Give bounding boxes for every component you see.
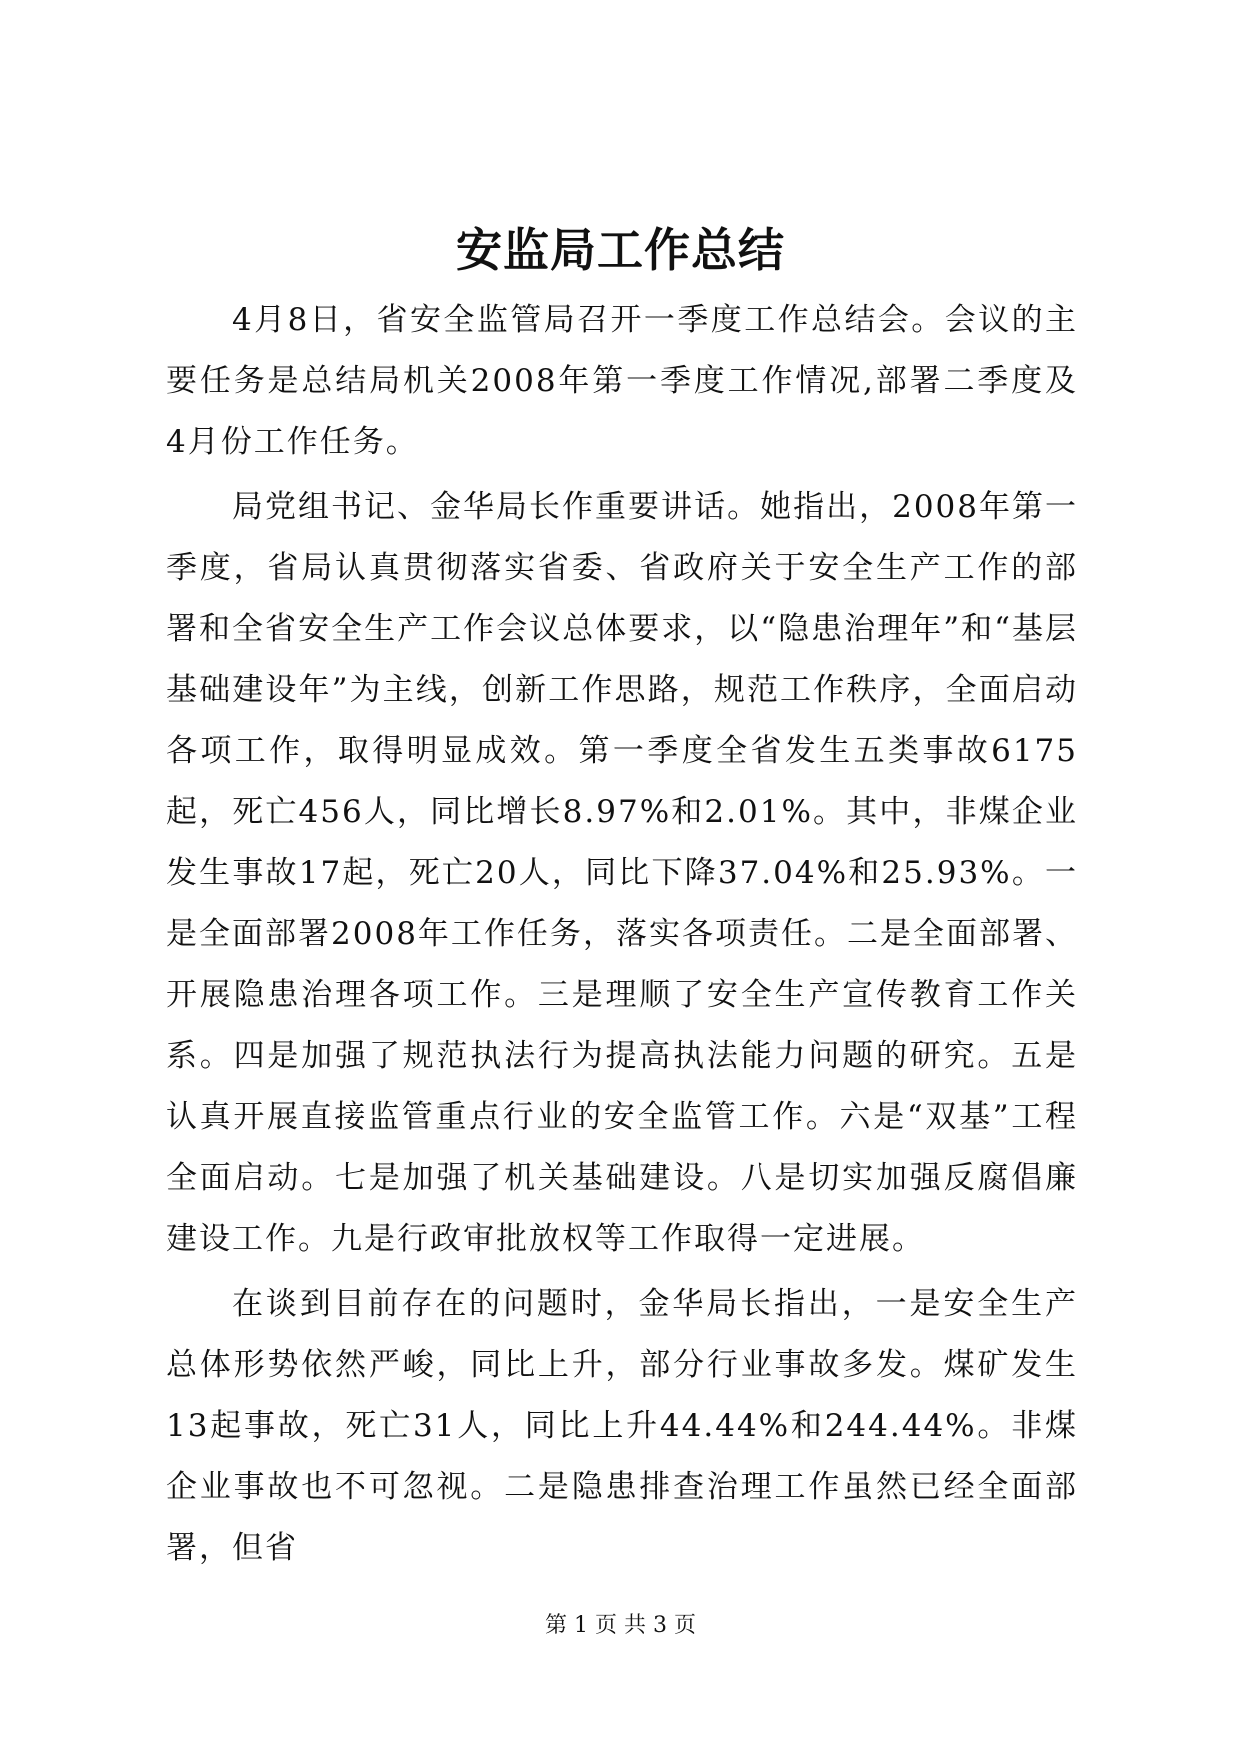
paragraph-2: 局党组书记、金华局长作重要讲话。她指出，2008年第一季度，省局认真贯彻落实省委、省政府关于安全生产工作的部署和全省安全生产工作会议总体要求，以“隐患治理年”和“基层基础建设年”为主线，创新工作思路，规范工作秩序，全面启动各项工作，取得明显成效。第一季度全省发生五类事故6175起，死亡456人，同比增长8.97%和2.01%。其中，非煤企业发生事故17起，死亡20人，同比下降37.04%和25.93%。一是全面部署2008年工作任务，落实各项责任。二是全面部署、开展隐患治理各项工作。三是理顺了安全生产宣传教育工作关系。四是加强了规范执法行为提高执法能力问题的研究。五是认真开展直接监管重点行业的安全监管工作。六是“双基”工程全面启动。七是加强了机关基础建设。八是切实加强反腐倡廉建设工作。九是行政审批放权等工作取得一定进展。 bbox=[166, 489, 1078, 1257]
document-body bbox=[166, 290, 1078, 1583]
paragraph-1: 4月8日，省安全监管局召开一季度工作总结会。会议的主要任务是总结局机关2008年第一季度工作情况,部署二季度及4月份工作任务。 bbox=[166, 302, 1078, 460]
page-footer: 第 1 页 共 3 页 bbox=[545, 1613, 696, 1638]
paragraph-3: 在谈到目前存在的问题时，金华局长指出，一是安全生产总体形势依然严峻，同比上升，部分行业事故多发。煤矿发生13起事故，死亡31人，同比上升44.44%和244.44%。非煤企业事故也不可忽视。二是隐患排查治理工作虽然已经全面部署，但省 bbox=[166, 1286, 1078, 1566]
document-title: 安监局工作总结 bbox=[456, 223, 785, 277]
